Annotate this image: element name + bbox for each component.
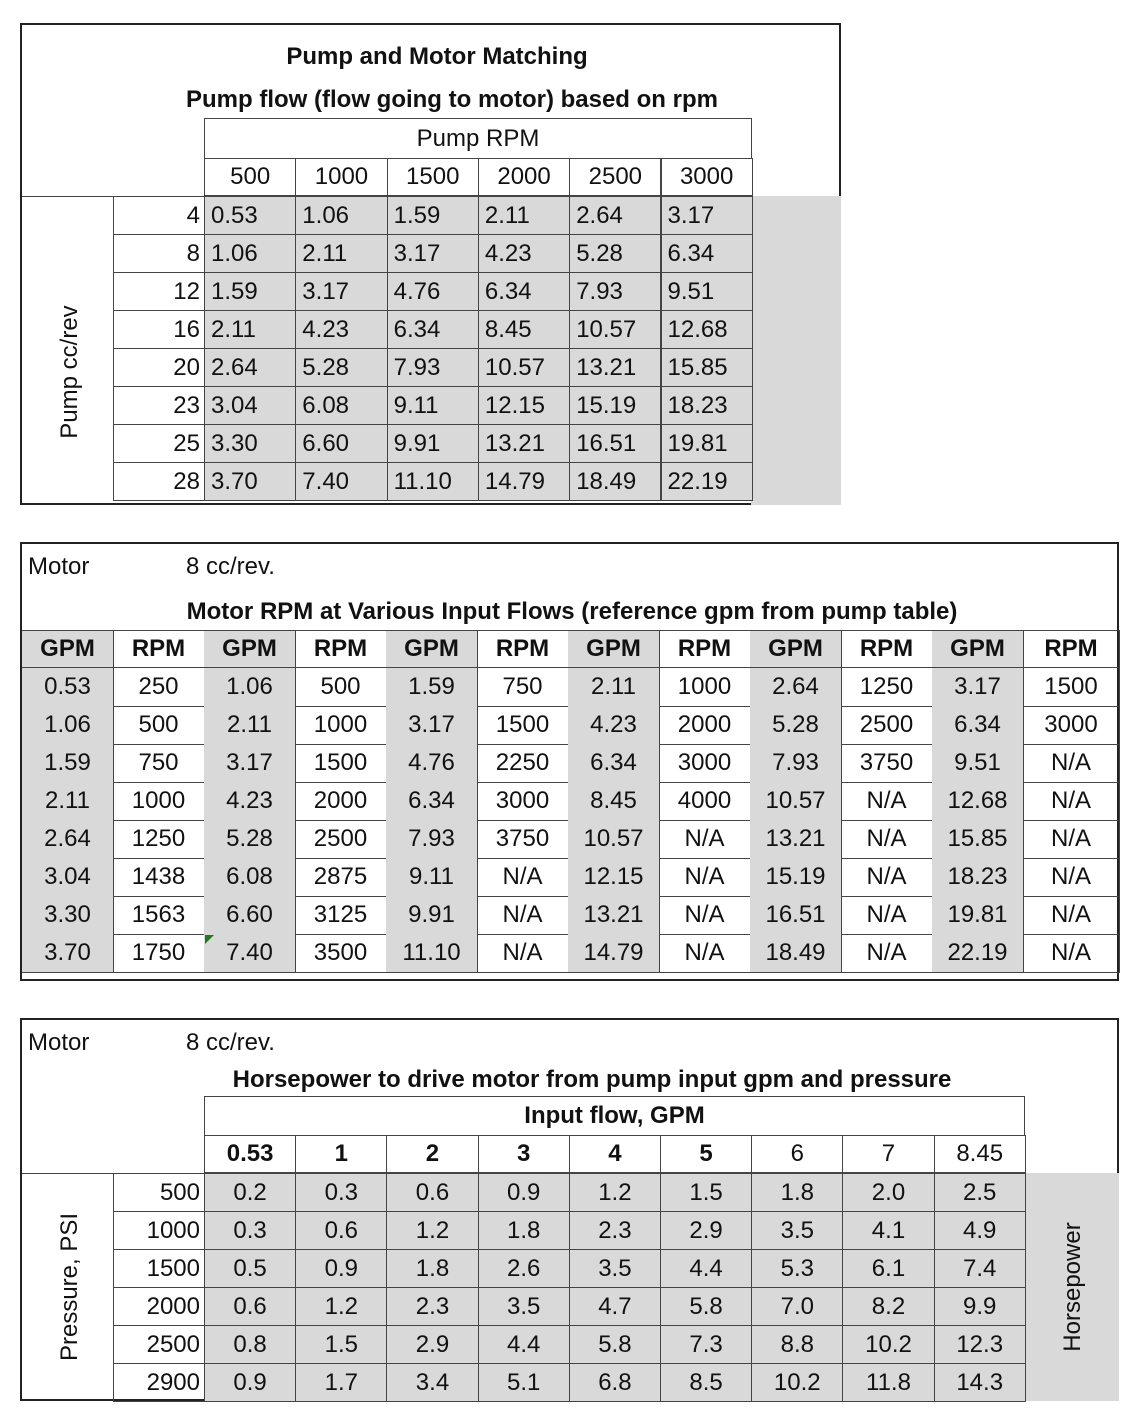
pump-flow-cell: 15.19 [569,386,661,425]
motor-table-cell: N/A [659,858,751,897]
horsepower-cell: 0.9 [478,1173,570,1212]
motor-table-cell: 7.93 [386,820,478,859]
horsepower-cell: 7.3 [660,1325,752,1364]
pump-flow-table [20,23,841,505]
motor-table-cell: N/A [1023,820,1120,859]
input-flow-col-header: 8.45 [934,1135,1026,1173]
horsepower-cell: 5.3 [751,1249,843,1288]
motor-table-cell: 3500 [295,934,387,973]
input-flow-col-header: 1 [295,1135,387,1173]
pump-cc-value: 8 [113,234,204,273]
motor-table-cell: N/A [659,896,751,935]
motor-table-cell: 2000 [295,782,387,821]
motor-table-cell: N/A [1023,744,1120,783]
pump-rpm-col-header: 1000 [295,158,387,196]
motor-table-cell: 3125 [295,896,387,935]
motor-table-col-header: GPM [386,630,478,668]
pump-cc-value: 28 [113,462,204,501]
horsepower-cell: 4.7 [569,1287,661,1326]
input-flow-col-header: 2 [386,1135,478,1173]
pump-flow-cell: 14.79 [478,462,570,501]
motor-table-cell: 3.30 [22,896,114,935]
input-flow-col-header: 0.53 [204,1135,296,1173]
motor-table-cell: 250 [113,668,205,707]
pressure-axis-label: Pressure, PSI [56,1212,83,1362]
motor-table-cell: N/A [841,820,933,859]
motor-table-cell: 2.11 [22,782,114,821]
horsepower-table [20,1018,1119,1401]
pump-cc-axis-label: Pump cc/rev [56,305,83,439]
motor-table-cell: 2000 [659,706,751,745]
motor-table-cell: 1563 [113,896,205,935]
motor-table-cell: N/A [659,820,751,859]
motor-table-cell: 2.64 [22,820,114,859]
pump-flow-cell: 9.11 [387,386,479,425]
horsepower-cell: 2.9 [660,1211,752,1250]
horsepower-cell: 3.5 [478,1287,570,1326]
motor-table-cell: 3750 [477,820,569,859]
horsepower-cell: 1.8 [478,1211,570,1250]
pump-flow-cell: 4.23 [478,234,570,273]
pump-flow-cell: 2.64 [569,196,661,235]
pump-flow-cell: 4.76 [387,272,479,311]
pump-flow-cell: 2.64 [204,348,296,387]
motor-table-cell: 6.34 [386,782,478,821]
table2-title: Motor RPM at Various Input Flows (reference gpm from pump table) [186,598,958,625]
pump-flow-cell: 3.04 [204,386,296,425]
pump-flow-cell: 4.23 [295,310,387,349]
motor-table-cell: N/A [841,858,933,897]
pump-flow-cell: 1.06 [295,196,387,235]
pump-flow-cell: 6.34 [661,234,753,273]
horsepower-cell: 1.8 [751,1173,843,1212]
horsepower-cell: 4.9 [934,1211,1026,1250]
table3-motor-size: 8 cc/rev. [186,1029,275,1056]
pump-flow-cell: 6.08 [295,386,387,425]
pump-flow-cell: 22.19 [661,462,753,501]
motor-table-cell: 3000 [477,782,569,821]
input-flow-header: Input flow, GPM [204,1096,1025,1135]
motor-table-cell: 2875 [295,858,387,897]
pump-flow-cell: 7.40 [295,462,387,501]
horsepower-cell: 0.3 [295,1173,387,1212]
motor-table-cell: N/A [659,934,751,973]
pump-rpm-col-header: 2000 [478,158,570,196]
pump-flow-cell: 9.51 [661,272,753,311]
pump-flow-cell: 1.06 [204,234,296,273]
motor-table-cell: 1.06 [22,706,114,745]
pump-flow-cell: 1.59 [387,196,479,235]
motor-table-cell: 2500 [841,706,933,745]
horsepower-cell: 2.3 [386,1287,478,1326]
pump-rpm-col-header: 500 [204,158,296,196]
pressure-psi-value: 2900 [113,1363,204,1402]
horsepower-cell: 7.0 [751,1287,843,1326]
horsepower-cell: 1.5 [660,1173,752,1212]
pressure-psi-value: 1500 [113,1249,204,1288]
horsepower-cell: 4.4 [478,1325,570,1364]
horsepower-cell: 14.3 [934,1363,1026,1402]
motor-table-cell: 10.57 [750,782,842,821]
motor-table-cell: 8.45 [568,782,660,821]
pump-rpm-col-header: 3000 [661,158,753,196]
pump-flow-cell: 6.34 [387,310,479,349]
horsepower-cell: 0.3 [204,1211,296,1250]
motor-table-cell: 2250 [477,744,569,783]
motor-table-col-header: GPM [568,630,660,668]
motor-table-cell: 4.76 [386,744,478,783]
horsepower-cell: 5.8 [569,1325,661,1364]
pump-flow-cell: 9.91 [387,424,479,463]
table1-subtitle: Pump flow (flow going to motor) based on rpm [186,86,718,113]
motor-table-cell: 1438 [113,858,205,897]
motor-table-cell: 3750 [841,744,933,783]
pump-flow-cell: 6.60 [295,424,387,463]
horsepower-cell: 8.5 [660,1363,752,1402]
horsepower-cell: 3.5 [751,1211,843,1250]
pump-cc-value: 16 [113,310,204,349]
motor-table-cell: 2500 [295,820,387,859]
pump-flow-cell: 0.53 [204,196,296,235]
motor-table-cell: 13.21 [750,820,842,859]
motor-table-cell: N/A [1023,896,1120,935]
horsepower-cell: 1.2 [386,1211,478,1250]
motor-table-cell: 6.34 [568,744,660,783]
motor-table-cell: 15.19 [750,858,842,897]
motor-table-cell: 9.91 [386,896,478,935]
input-flow-col-header: 3 [478,1135,570,1173]
table2-motor-label: Motor [28,553,90,580]
motor-table-cell: N/A [1023,858,1120,897]
pump-rpm-col-header: 2500 [569,158,661,196]
motor-table-col-header: RPM [477,630,569,668]
motor-table-cell: 9.51 [932,744,1024,783]
pressure-psi-value: 500 [113,1173,204,1212]
pump-flow-cell: 12.15 [478,386,570,425]
pump-flow-cell: 18.23 [661,386,753,425]
motor-table-cell: 1000 [113,782,205,821]
pump-flow-cell: 5.28 [569,234,661,273]
horsepower-cell: 0.6 [386,1173,478,1212]
pump-flow-cell: 13.21 [478,424,570,463]
pump-flow-cell: 3.70 [204,462,296,501]
pump-flow-cell: 1.59 [204,272,296,311]
motor-table-cell: 3.70 [22,934,114,973]
motor-table-cell: 9.11 [386,858,478,897]
motor-table-cell: N/A [477,934,569,973]
horsepower-cell: 0.9 [204,1363,296,1402]
horsepower-cell: 4.4 [660,1249,752,1288]
motor-table-cell: 18.23 [932,858,1024,897]
horsepower-cell: 9.9 [934,1287,1026,1326]
motor-table-cell: 6.08 [204,858,296,897]
motor-table-cell: 750 [477,668,569,707]
motor-table-cell: 12.15 [568,858,660,897]
motor-table-cell: N/A [841,782,933,821]
table2-motor-size: 8 cc/rev. [186,553,275,580]
motor-table-cell: 2.11 [204,706,296,745]
motor-table-cell: N/A [477,858,569,897]
motor-table-cell: 3.17 [386,706,478,745]
pressure-psi-value: 1000 [113,1211,204,1250]
motor-table-cell: 1250 [841,668,933,707]
pump-flow-cell: 10.57 [478,348,570,387]
input-flow-col-header: 5 [660,1135,752,1173]
table1-right-shade [751,196,841,505]
horsepower-cell: 3.5 [569,1249,661,1288]
motor-table-cell: 3.17 [932,668,1024,707]
pump-flow-cell: 2.11 [295,234,387,273]
motor-table-cell: 3.04 [22,858,114,897]
motor-table-col-header: GPM [204,630,296,668]
motor-table-cell: 4.23 [568,706,660,745]
pump-cc-value: 12 [113,272,204,311]
pressure-psi-value: 2000 [113,1287,204,1326]
horsepower-cell: 2.6 [478,1249,570,1288]
motor-table-cell: 7.93 [750,744,842,783]
motor-table-cell: N/A [841,934,933,973]
pump-flow-cell: 3.17 [661,196,753,235]
horsepower-cell: 6.8 [569,1363,661,1402]
motor-table-cell: N/A [477,896,569,935]
motor-table-cell: 1500 [1023,668,1120,707]
pump-flow-cell: 7.93 [387,348,479,387]
motor-rpm-table [20,542,1119,981]
horsepower-cell: 0.9 [295,1249,387,1288]
motor-table-cell: 1250 [113,820,205,859]
pump-flow-cell: 3.30 [204,424,296,463]
horsepower-cell: 0.6 [204,1287,296,1326]
motor-table-cell: 5.28 [204,820,296,859]
horsepower-cell: 7.4 [934,1249,1026,1288]
pump-flow-cell: 15.85 [661,348,753,387]
motor-table-cell: 1750 [113,934,205,973]
pump-flow-cell: 6.34 [478,272,570,311]
motor-table-cell: 19.81 [932,896,1024,935]
motor-table-cell: 4.23 [204,782,296,821]
horsepower-cell: 0.2 [204,1173,296,1212]
pump-flow-cell: 18.49 [569,462,661,501]
motor-table-cell: 750 [113,744,205,783]
motor-table-cell: 3000 [659,744,751,783]
motor-table-cell: 2.11 [568,668,660,707]
motor-table-cell: 2.64 [750,668,842,707]
motor-table-cell: 7.40 [204,934,296,973]
motor-table-cell: N/A [1023,782,1120,821]
pump-flow-cell: 2.11 [478,196,570,235]
motor-table-cell: 6.34 [932,706,1024,745]
motor-table-cell: 12.68 [932,782,1024,821]
horsepower-cell: 1.5 [295,1325,387,1364]
motor-table-cell: N/A [1023,934,1120,973]
motor-table-cell: 13.21 [568,896,660,935]
motor-table-col-header: RPM [841,630,933,668]
horsepower-cell: 1.2 [295,1287,387,1326]
horsepower-cell: 0.6 [295,1211,387,1250]
motor-table-cell: 1.59 [22,744,114,783]
horsepower-cell: 3.4 [386,1363,478,1402]
motor-table-col-header: RPM [113,630,205,668]
horsepower-cell: 8.2 [842,1287,934,1326]
pump-flow-cell: 19.81 [661,424,753,463]
horsepower-cell: 11.8 [842,1363,934,1402]
pump-flow-cell: 13.21 [569,348,661,387]
horsepower-cell: 0.5 [204,1249,296,1288]
pump-flow-cell: 3.17 [387,234,479,273]
horsepower-cell: 1.8 [386,1249,478,1288]
table1-title: Pump and Motor Matching [286,43,588,70]
horsepower-cell: 2.0 [842,1173,934,1212]
horsepower-cell: 4.1 [842,1211,934,1250]
pump-flow-cell: 5.28 [295,348,387,387]
pump-cc-value: 20 [113,348,204,387]
motor-table-col-header: RPM [1023,630,1120,668]
pressure-psi-value: 2500 [113,1325,204,1364]
motor-table-cell: 14.79 [568,934,660,973]
motor-table-cell: 18.49 [750,934,842,973]
motor-table-cell: 1500 [477,706,569,745]
motor-table-col-header: RPM [295,630,387,668]
horsepower-cell: 10.2 [751,1363,843,1402]
motor-table-cell: 1000 [659,668,751,707]
pump-cc-value: 4 [113,196,204,235]
motor-table-cell: 6.60 [204,896,296,935]
motor-table-col-header: GPM [22,630,114,668]
motor-table-cell: 3000 [1023,706,1120,745]
input-flow-col-header: 6 [751,1135,843,1173]
motor-table-cell: 1000 [295,706,387,745]
horsepower-cell: 2.9 [386,1325,478,1364]
horsepower-cell: 8.8 [751,1325,843,1364]
motor-table-cell: 5.28 [750,706,842,745]
motor-table-cell: 10.57 [568,820,660,859]
input-flow-col-header: 4 [569,1135,661,1173]
pump-flow-cell: 12.68 [661,310,753,349]
input-flow-col-header: 7 [842,1135,934,1173]
motor-table-col-header: GPM [932,630,1024,668]
table3-title: Horsepower to drive motor from pump input gpm and pressure [232,1066,952,1093]
pump-flow-cell: 10.57 [569,310,661,349]
motor-table-cell: 15.85 [932,820,1024,859]
motor-table-cell: 1.06 [204,668,296,707]
pump-flow-cell: 3.17 [295,272,387,311]
horsepower-cell: 5.1 [478,1363,570,1402]
horsepower-cell: 12.3 [934,1325,1026,1364]
motor-table-cell: 22.19 [932,934,1024,973]
motor-table-cell: 1500 [295,744,387,783]
motor-table-cell: 1.59 [386,668,478,707]
pump-rpm-col-header: 1500 [387,158,479,196]
pump-cc-value: 25 [113,424,204,463]
motor-table-cell: 4000 [659,782,751,821]
horsepower-axis-label: Horsepower [1059,1222,1086,1352]
pump-flow-cell: 2.11 [204,310,296,349]
motor-table-cell: N/A [841,896,933,935]
pump-flow-cell: 16.51 [569,424,661,463]
motor-table-cell: 11.10 [386,934,478,973]
cell-comment-marker [205,935,214,944]
horsepower-cell: 0.8 [204,1325,296,1364]
pump-rpm-header: Pump RPM [204,118,752,158]
motor-table-cell: 500 [295,668,387,707]
pump-flow-cell: 11.10 [387,462,479,501]
motor-table-col-header: GPM [750,630,842,668]
horsepower-cell: 10.2 [842,1325,934,1364]
motor-table-cell: 0.53 [22,668,114,707]
horsepower-cell: 2.5 [934,1173,1026,1212]
horsepower-cell: 1.2 [569,1173,661,1212]
horsepower-cell: 2.3 [569,1211,661,1250]
table3-motor-label: Motor [28,1029,90,1056]
motor-table-cell: 3.17 [204,744,296,783]
motor-table-cell: 16.51 [750,896,842,935]
horsepower-cell: 5.8 [660,1287,752,1326]
pump-cc-value: 23 [113,386,204,425]
horsepower-cell: 6.1 [842,1249,934,1288]
motor-table-col-header: RPM [659,630,751,668]
pump-flow-cell: 7.93 [569,272,661,311]
pump-flow-cell: 8.45 [478,310,570,349]
horsepower-cell: 1.7 [295,1363,387,1402]
motor-table-cell: 500 [113,706,205,745]
